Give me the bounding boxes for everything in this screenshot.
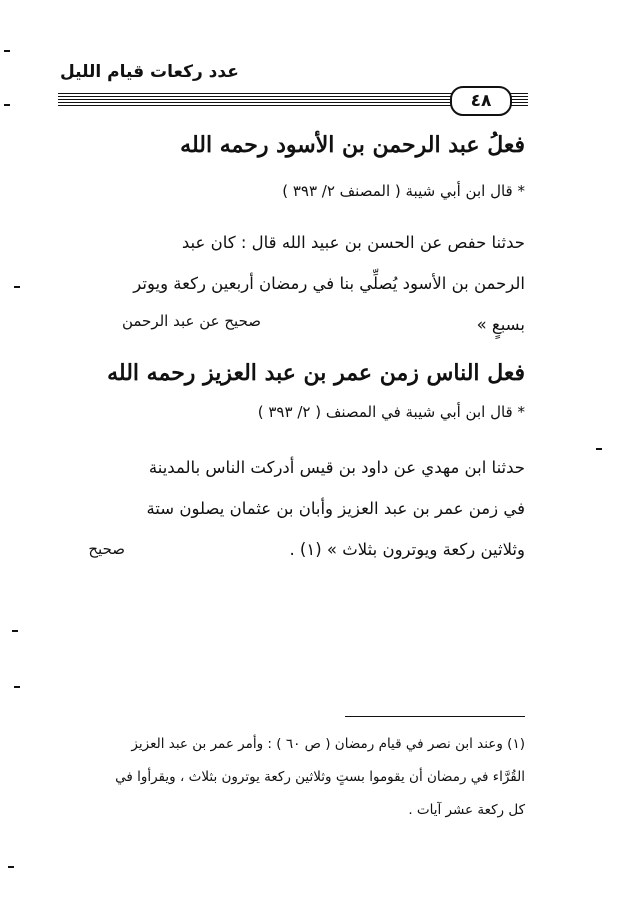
- section-1-verdict: صحيح عن عبد الرحمن: [121, 312, 261, 330]
- section-2-line-3: وثلاثين ركعة ويوترون بثلاث » (١) .: [289, 540, 525, 559]
- footnote-line-2: القُرَّاء في رمضان أن يقوموا بستٍ وثلاثين ركعة يوترون بثلاث ، ويقرأوا في: [115, 769, 525, 785]
- page-number: ٤٨: [450, 86, 512, 116]
- section-1-citation: * قال ابن أبي شيبة ( المصنف ٢/ ٣٩٣ ): [282, 182, 525, 200]
- section-1-heading: فعلُ عبد الرحمن بن الأسود رحمه الله: [180, 132, 525, 158]
- section-2-citation: * قال ابن أبي شيبة في المصنف ( ٢/ ٣٩٣ ): [257, 403, 525, 421]
- section-1-line-3: بسبعٍ »: [476, 315, 525, 334]
- section-1-line-2: الرحمن بن الأسود يُصلِّي بنا في رمضان أربعين ركعة ويوتر: [133, 274, 525, 293]
- scan-mark: [14, 686, 20, 688]
- scan-mark: [12, 630, 18, 632]
- scan-mark: [8, 866, 14, 868]
- section-2-line-1: حدثنا ابن مهدي عن داود بن قيس أدركت الناس بالمدينة: [148, 458, 525, 477]
- section-2-line-2: في زمن عمر بن عبد العزيز وأبان بن عثمان يصلون ستة: [146, 499, 525, 518]
- section-2-text: [55, 447, 525, 570]
- section-1-line-1: حدثنا حفص عن الحسن بن عبيد الله قال : كان عبد: [181, 233, 525, 252]
- footnote-separator: [345, 716, 525, 717]
- section-2-heading: فعل الناس زمن عمر بن عبد العزيز رحمه الله: [107, 360, 525, 386]
- scan-mark: [14, 286, 20, 288]
- scan-mark: [596, 448, 602, 450]
- section-2-verdict: صحيح: [88, 540, 125, 558]
- scan-mark: [4, 104, 10, 106]
- running-title: عدد ركعات قيام الليل: [60, 62, 239, 82]
- scan-mark: [4, 50, 10, 52]
- footnote: [53, 728, 525, 827]
- footnote-line-3: كل ركعة عشر آيات .: [408, 802, 525, 818]
- footnote-line-1: (١) وعند ابن نصر في قيام رمضان ( ص ٦٠ ) : وأمر عمر بن عبد العزيز: [131, 736, 525, 752]
